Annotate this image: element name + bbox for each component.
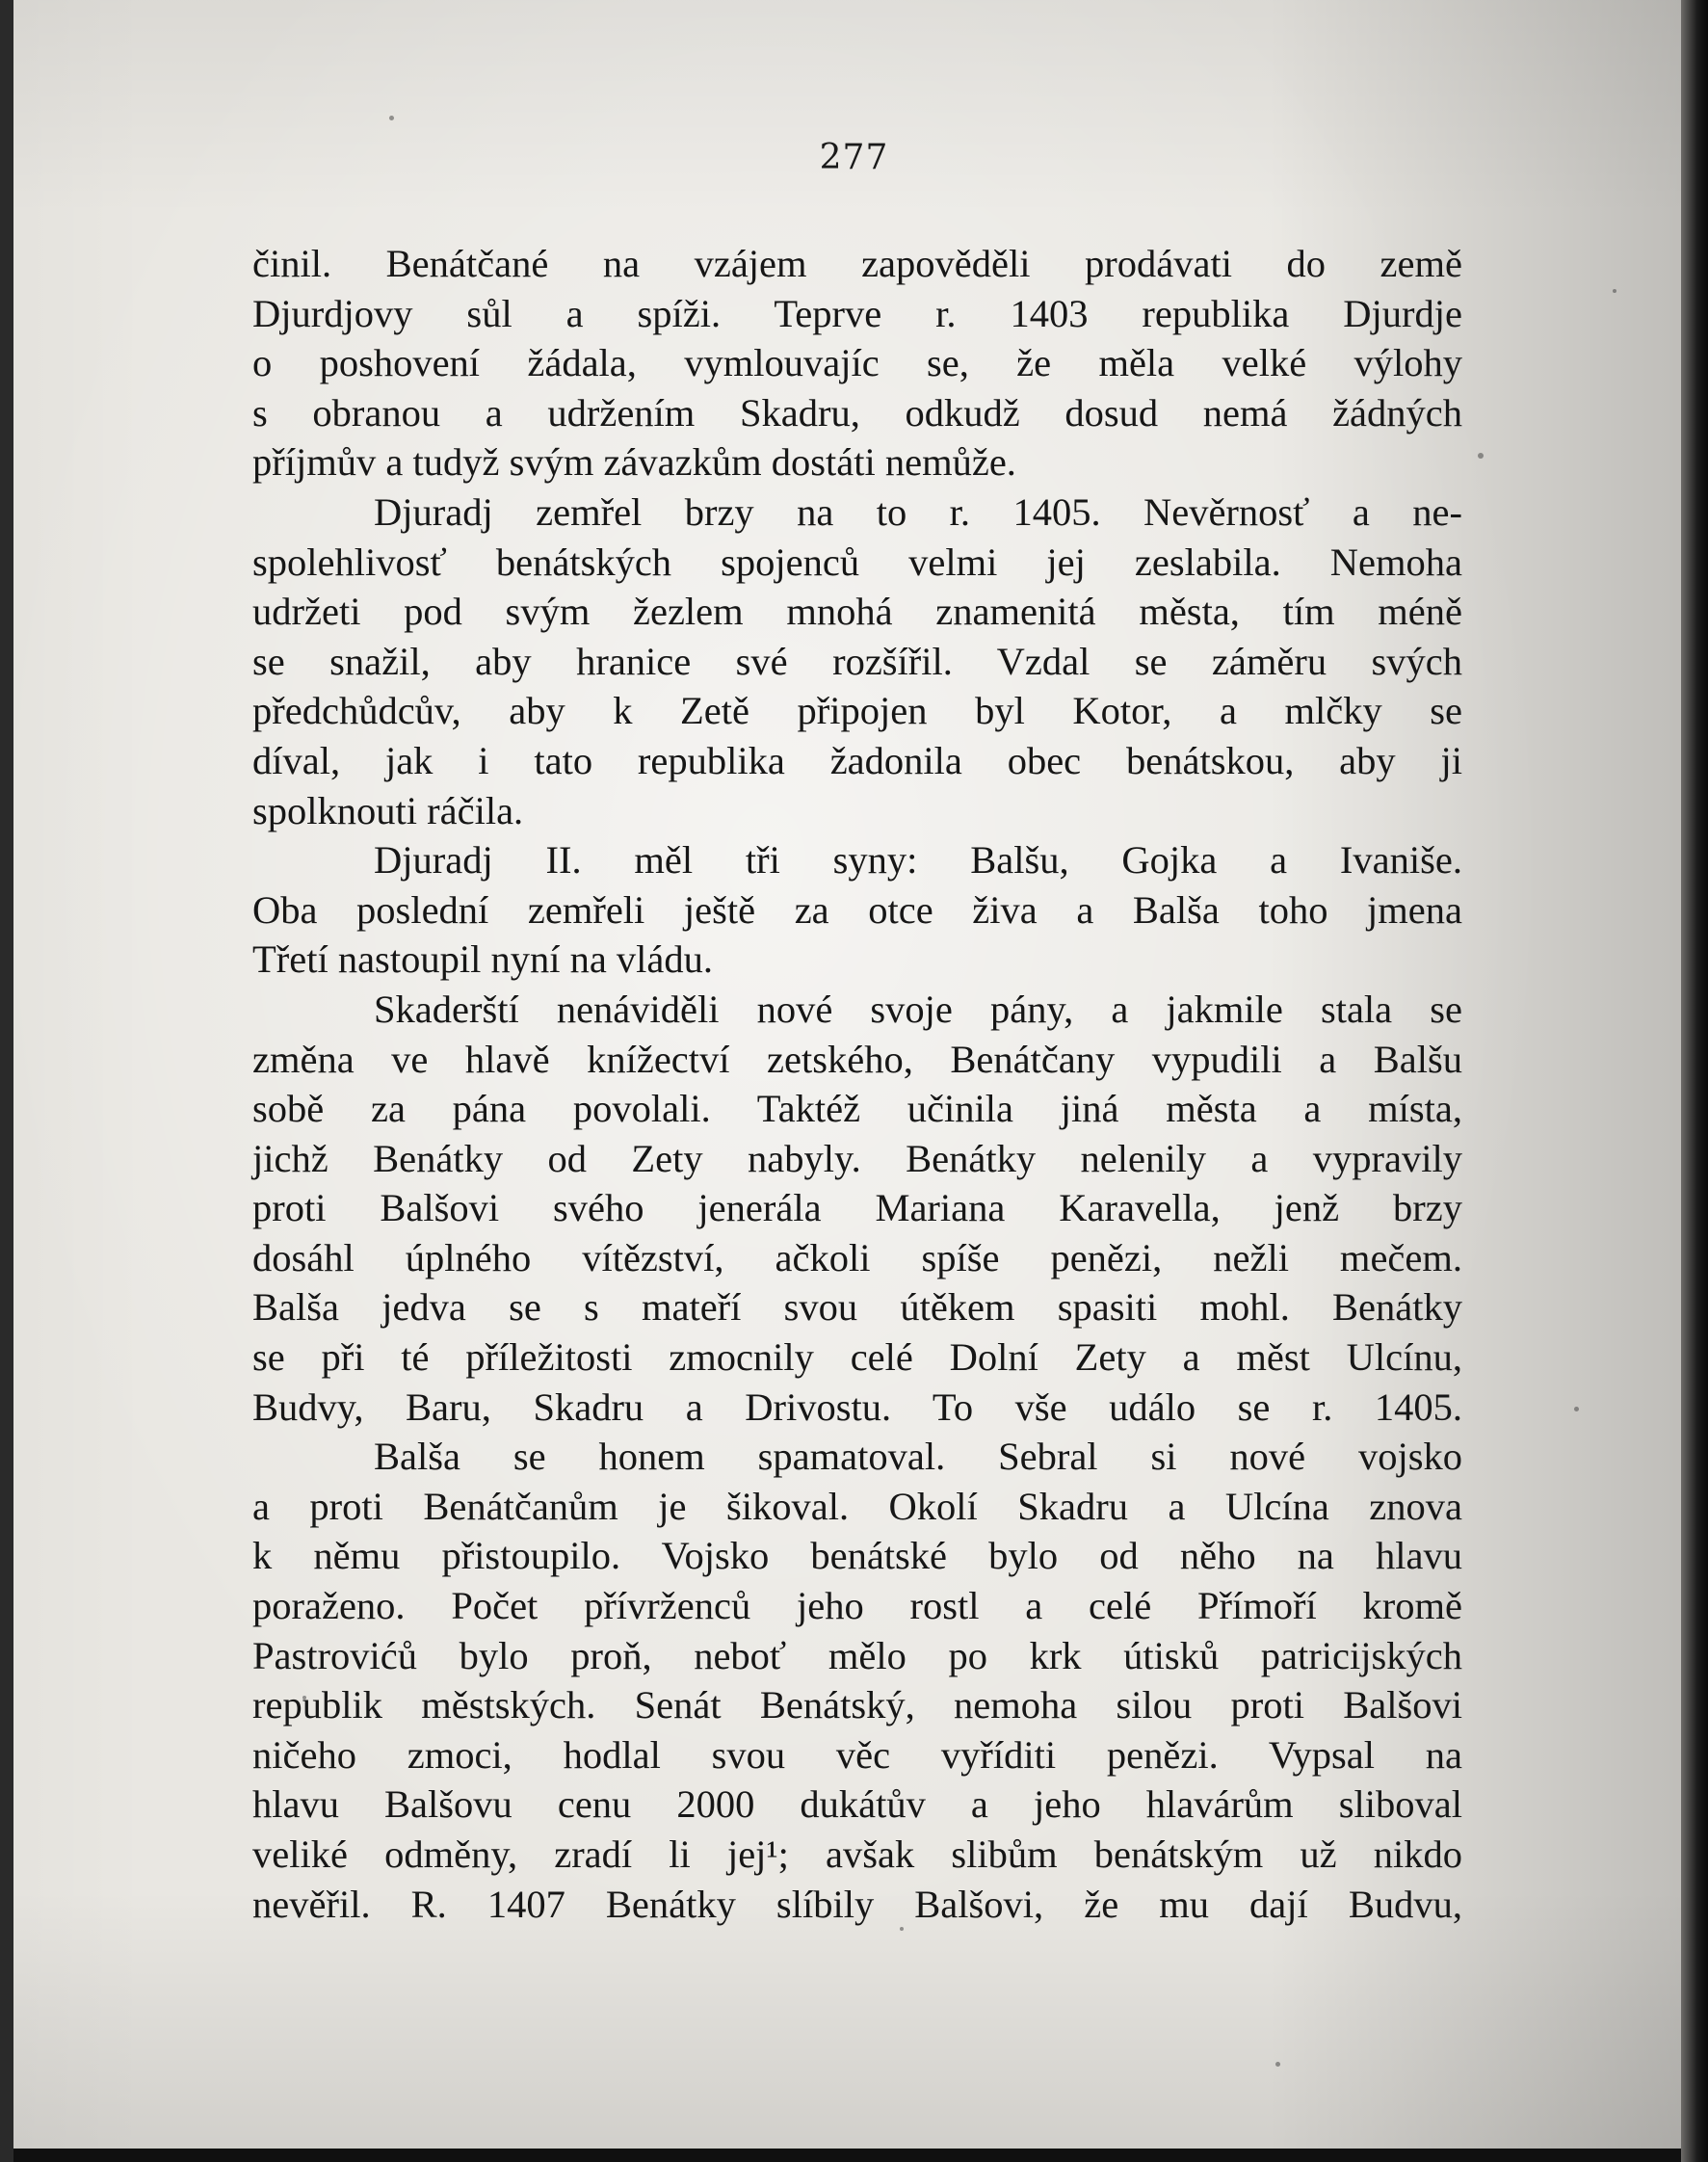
text-line: Třetí nastoupil nyní na vládu. bbox=[252, 937, 714, 982]
page-number: 277 bbox=[819, 138, 889, 177]
text-line: Oba poslední zemřeli ještě za otce živa a Balša toho jmena bbox=[252, 887, 1462, 932]
text-line: Balša se honem spamatoval. Sebral si nové vojsko bbox=[374, 1435, 1462, 1479]
text-line: činil. Benátčané na vzájem zapověděli prodávati do země bbox=[252, 242, 1462, 285]
text-line: proti Balšovi svého jenerála Mariana Karavella, jenž brzy bbox=[252, 1186, 1462, 1230]
text-line: veliké odměny, zradí li jej¹; avšak slibům benátským už nikdo bbox=[252, 1832, 1462, 1876]
text-line: díval, jak i tato republika žadonila obec benátskou, aby ji bbox=[252, 738, 1462, 782]
body-text bbox=[252, 239, 1462, 1929]
text-line: Balša jedva se s mateří svou útěkem spasiti mohl. Benátky bbox=[252, 1285, 1462, 1330]
text-line: spolknouti ráčila. bbox=[252, 788, 524, 832]
text-line: republik městských. Senát Benátský, nemoha silou proti Balšovi bbox=[252, 1683, 1462, 1727]
text-line: Djurdjovy sůl a spíži. Teprve r. 1403 republika Djurdje bbox=[252, 291, 1462, 335]
text-line: Pastrovićů bylo proň, neboť mělo po krk útisků patricijských bbox=[252, 1633, 1462, 1677]
paper-speck bbox=[389, 116, 394, 120]
text-line: Djuradj II. měl tři syny: Balšu, Gojka a Ivaniše. bbox=[374, 838, 1462, 883]
text-line: se při té příležitosti zmocnily celé Dolní Zety a měst Ulcínu, bbox=[252, 1335, 1462, 1380]
text-line: Skaderští nenáviděli nové svoje pány, a jakmile stala se bbox=[374, 987, 1462, 1031]
text-line: s obranou a udržením Skadru, odkudž dosud nemá žádných bbox=[252, 390, 1462, 435]
text-line: poraženo. Počet přívrženců jeho rostl a celé Přímoří kromě bbox=[252, 1584, 1462, 1628]
page-right-shadow bbox=[1681, 0, 1708, 2162]
text-line: Djuradj zemřel brzy na to r. 1405. Nevěrnosť a ne- bbox=[374, 489, 1462, 534]
text-line: k němu přistoupilo. Vojsko benátské bylo od něho na hlavu bbox=[252, 1534, 1462, 1578]
text-line: spolehlivosť benátských spojenců velmi jej zeslabila. Nemoha bbox=[252, 540, 1462, 584]
paper-speck bbox=[1574, 1407, 1579, 1411]
text-line: se snažil, aby hranice své rozšířil. Vzdal se záměru svých bbox=[252, 639, 1462, 683]
text-line: nevěřil. R. 1407 Benátky slíbily Balšovi, že mu dají Budvu, bbox=[252, 1882, 1462, 1926]
text-line: a proti Benátčanům je šikoval. Okolí Skadru a Ulcína znova bbox=[252, 1484, 1462, 1528]
binding-edge bbox=[0, 0, 13, 2162]
text-line: příjmův a tudyž svým závazkům dostáti nemůže. bbox=[252, 440, 1016, 485]
paper-speck bbox=[1275, 2062, 1280, 2067]
text-line: sobě za pána povolali. Taktéž učinila jiná města a místa, bbox=[252, 1087, 1462, 1131]
paper-speck bbox=[1478, 453, 1484, 459]
text-line: předchůdcův, aby k Zetě připojen byl Kotor, a mlčky se bbox=[252, 689, 1462, 733]
text-line: změna ve hlavě knížectví zetského, Benátčany vypudili a Balšu bbox=[252, 1037, 1462, 1081]
text-line: Budvy, Baru, Skadru a Drivostu. To vše událo se r. 1405. bbox=[252, 1384, 1462, 1429]
text-line: hlavu Balšovu cenu 2000 dukátův a jeho hlavárům sliboval bbox=[252, 1782, 1462, 1827]
text-line: dosáhl úplného vítězství, ačkoli spíše penězi, nežli mečem. bbox=[252, 1235, 1462, 1279]
text-line: jichž Benátky od Zety nabyly. Benátky nelenily a vypravily bbox=[252, 1136, 1462, 1180]
text-line: udržeti pod svým žezlem mnohá znamenitá města, tím méně bbox=[252, 590, 1462, 634]
text-line: o poshovení žádala, vymlouvajíc se, že měla velké výlohy bbox=[252, 341, 1462, 385]
text-line: ničeho zmoci, hodlal svou věc vyříditi penězi. Vypsal na bbox=[252, 1732, 1462, 1777]
paper-speck bbox=[1613, 289, 1616, 293]
